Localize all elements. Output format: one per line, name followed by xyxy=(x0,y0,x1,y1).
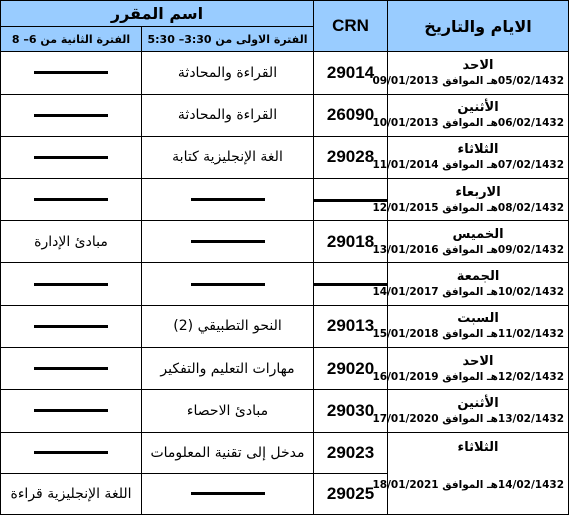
crn-cell: 29025 xyxy=(314,473,388,514)
empty-dash xyxy=(191,283,265,286)
empty-dash xyxy=(34,367,108,370)
period2-cell xyxy=(1,179,142,221)
date-text: 11/02/1432هـ الموافق 15/01/2018 xyxy=(372,328,565,341)
empty-dash xyxy=(34,325,108,328)
date-cell xyxy=(372,390,569,432)
period1-cell: القراءة والمحادثة xyxy=(142,94,314,136)
crn-header: CRN xyxy=(314,1,388,52)
period1-cell: مدخل إلى تقنية المعلومات xyxy=(142,432,314,473)
date-text: 13/02/1432هـ الموافق 17/01/2020 xyxy=(372,412,565,425)
crn-cell: 26090 xyxy=(314,94,388,136)
day-name: الجمعة xyxy=(456,269,500,285)
date-cell xyxy=(372,221,569,263)
table-row xyxy=(1,179,569,221)
table-row xyxy=(1,305,569,347)
date-text: 05/02/1432هـ الموافق 09/01/2013 xyxy=(372,74,565,87)
empty-dash xyxy=(34,451,108,454)
date-text: 08/02/1432هـ الموافق 12/01/2015 xyxy=(372,201,565,214)
day-name: الاحد xyxy=(462,353,494,369)
period1-cell: مبادئ الاحصاء xyxy=(142,390,314,432)
empty-dash xyxy=(34,156,108,159)
period2-cell xyxy=(1,263,142,305)
crn-cell: 29014 xyxy=(314,52,388,94)
period2-cell: مبادئ الإدارة xyxy=(1,221,142,263)
date-cell xyxy=(372,179,569,221)
crn-cell: 29023 xyxy=(314,432,388,473)
empty-dash xyxy=(34,71,108,74)
period2-cell xyxy=(1,52,142,94)
day-name: الثلاثاء xyxy=(457,142,499,158)
table-row xyxy=(1,221,569,263)
period2-cell xyxy=(1,390,142,432)
date-text: 07/02/1432هـ الموافق 11/01/2014 xyxy=(372,159,565,172)
empty-dash xyxy=(34,283,108,286)
period2-cell xyxy=(1,136,142,178)
period1-cell xyxy=(142,263,314,305)
table-row xyxy=(1,432,569,473)
schedule-rows xyxy=(1,52,569,432)
date-cell xyxy=(372,432,569,514)
day-name: الأثنين xyxy=(457,395,499,411)
day-name: الثلاثاء xyxy=(457,439,499,455)
period1-cell xyxy=(142,179,314,221)
table-row xyxy=(1,52,569,94)
period2-cell xyxy=(1,94,142,136)
period1-cell: القراءة والمحادثة xyxy=(142,52,314,94)
period2-header: الفترة الثانية من 6– 8 xyxy=(1,27,142,52)
date-text: 14/02/1432هـ الموافق 18/01/2021 xyxy=(372,478,565,491)
table-row xyxy=(1,390,569,432)
date-cell xyxy=(372,305,569,347)
date-cell xyxy=(372,347,569,389)
day-name: السبت xyxy=(457,311,499,327)
period1-cell xyxy=(142,473,314,514)
crn-cell: 29028 xyxy=(314,136,388,178)
period2-cell: اللغة الإنجليزية قراءة xyxy=(1,473,142,514)
date-cell xyxy=(372,52,569,94)
date-cell xyxy=(372,263,569,305)
crn-cell: 29018 xyxy=(314,221,388,263)
days-dates-header: الايام والتاريخ xyxy=(388,1,569,52)
table-row xyxy=(1,347,569,389)
empty-dash xyxy=(34,409,108,412)
period2-cell xyxy=(1,432,142,473)
date-text: 06/02/1432هـ الموافق 10/01/2013 xyxy=(372,117,565,130)
period1-cell xyxy=(142,221,314,263)
period2-cell xyxy=(1,305,142,347)
course-name-header: اسم المقرر xyxy=(1,1,314,27)
empty-dash xyxy=(191,198,265,201)
period1-header: الفترة الاولى من 3:30– 5:30 xyxy=(142,27,314,52)
date-cell xyxy=(372,94,569,136)
empty-dash xyxy=(191,240,265,243)
period1-cell: النحو التطبيقي (2) xyxy=(142,305,314,347)
date-text: 10/02/1432هـ الموافق 14/01/2017 xyxy=(372,286,565,299)
table-row xyxy=(1,136,569,178)
period2-cell xyxy=(1,347,142,389)
date-cell xyxy=(372,136,569,178)
day-name: الاحد xyxy=(462,57,494,73)
crn-cell: 29030 xyxy=(314,390,388,432)
empty-dash xyxy=(34,198,108,201)
period1-cell: الغة الإنجليزية كتابة xyxy=(142,136,314,178)
date-text: 12/02/1432هـ الموافق 16/01/2019 xyxy=(372,370,565,383)
date-text: 09/02/1432هـ الموافق 13/01/2016 xyxy=(372,243,565,256)
table-row xyxy=(1,263,569,305)
period1-cell: مهارات التعليم والتفكير xyxy=(142,347,314,389)
day-name: الاربعاء xyxy=(455,184,501,200)
empty-dash xyxy=(34,114,108,117)
crn-cell: 29013 xyxy=(314,305,388,347)
table-row xyxy=(1,94,569,136)
day-name: الأثنين xyxy=(457,100,499,116)
crn-cell: 29020 xyxy=(314,347,388,389)
day-name: الخميس xyxy=(452,226,504,242)
empty-dash xyxy=(191,492,265,495)
